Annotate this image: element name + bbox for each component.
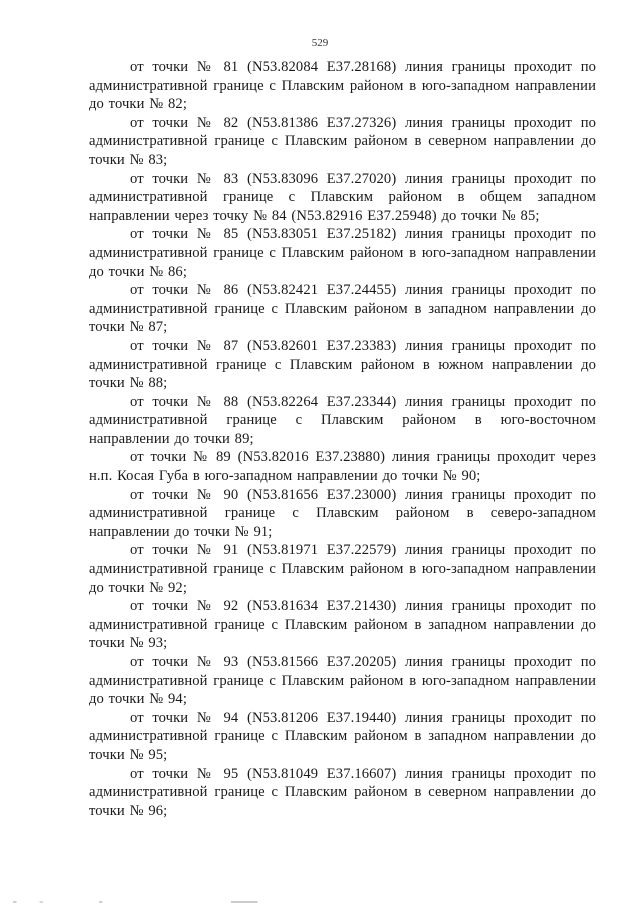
paragraph-point-91: от точки № 91 (N53.81971 E37.22579) линия границы проходит по административной границе с Плавским районом в юго-западном направлении до точки № 92; xyxy=(89,542,596,596)
paragraph-point-94: от точки № 94 (N53.81206 E37.19440) линия границы проходит по административной границе с Плавским районом в западном направлении до точки № 95; xyxy=(89,709,596,763)
paragraph-point-85: от точки № 85 (N53.83051 E37.25182) линия границы проходит по административной границе с Плавским районом в юго-западном направлении до точки № 86; xyxy=(89,226,596,280)
paragraph-point-83: от точки № 83 (N53.83096 E37.27020) линия границы проходит по административной границе с Плавским районом в общем западном направлении через точку № 84 (N53.82916 E37.25948) до точки № 85; xyxy=(89,170,596,224)
paragraph-point-90: от точки № 90 (N53.81656 E37.23000) линия границы проходит по административной границе с Плавским районом в северо-западном направлении до точки № 91; xyxy=(89,486,596,540)
paragraph-point-93: от точки № 93 (N53.81566 E37.20205) линия границы проходит по административной границе с Плавским районом в юго-западном направлении до точки № 94; xyxy=(89,654,596,708)
paragraph-point-81: от точки № 81 (N53.82084 E37.28168) линия границы проходит по административной границе с Плавским районом в юго-западном направлении до точки № 82; xyxy=(89,59,596,113)
paragraph-point-82: от точки № 82 (N53.81386 E37.27326) линия границы проходит по административной границе с Плавским районом в северном направлении до точки № 83; xyxy=(89,114,596,168)
paragraph-point-86: от точки № 86 (N53.82421 E37.24455) линия границы проходит по административной границе с Плавским районом в западном направлении до точки № 87; xyxy=(89,282,596,336)
page-number: 529 xyxy=(311,37,329,49)
paragraph-point-92: от точки № 92 (N53.81634 E37.21430) линия границы проходит по административной границе с Плавским районом в западном направлении до точки № 93; xyxy=(89,598,596,652)
paragraph-point-95: от точки № 95 (N53.81049 E37.16607) линия границы проходит по административной границе с Плавским районом в северном направлении до точки № 96; xyxy=(89,765,596,819)
paragraph-point-88: от точки № 88 (N53.82264 E37.23344) линия границы проходит по административной границе с Плавским районом в юго-восточном направлении до точки 89; xyxy=(89,393,596,447)
paragraph-point-87: от точки № 87 (N53.82601 E37.23383) линия границы проходит по административной границе с Плавским районом в южном направлении до точки № 88; xyxy=(89,337,596,392)
document-body xyxy=(89,58,596,820)
paragraph-point-89: от точки № 89 (N53.82016 E37.23880) линия границы проходит через н.п. Косая Губа в юго-западном направлении до точки № 90; xyxy=(89,449,596,485)
scan-artifact xyxy=(0,901,330,903)
